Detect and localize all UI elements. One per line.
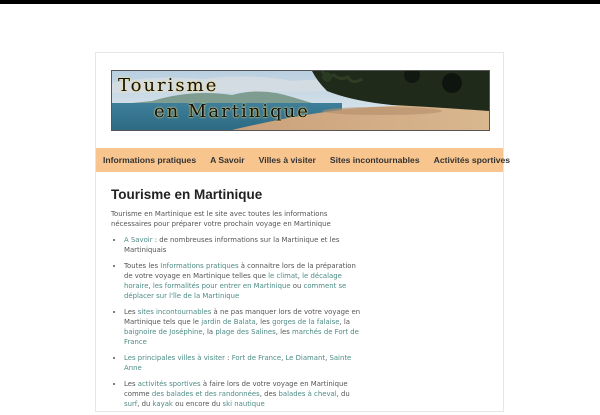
list-text: : <box>224 354 232 362</box>
list-text: à connaitre lors de la préparation de votre voyage en Martinique telles que <box>124 262 356 280</box>
nav-informations-pratiques[interactable]: Informations pratiques <box>103 155 197 165</box>
site-banner[interactable] <box>111 70 490 131</box>
nav-villes-a-visiter[interactable]: Villes à visiter <box>258 155 316 165</box>
main-content <box>111 187 361 415</box>
link-climat[interactable]: le climat <box>268 272 298 280</box>
list-item <box>124 307 361 347</box>
link-ski-nautique[interactable]: ski nautique <box>222 400 265 408</box>
link-se-deplacer[interactable]: comment se déplacer sur l'île de la Martinique <box>124 282 347 300</box>
list-text: Les <box>124 380 138 388</box>
nav-a-savoir[interactable]: A Savoir <box>210 155 245 165</box>
link-informations-pratiques[interactable]: Informations pratiques <box>160 262 239 270</box>
link-balades-randonnees[interactable]: des balades et des randonnées <box>151 390 260 398</box>
page-title: Tourisme en Martinique <box>111 187 263 202</box>
list-text: Les <box>124 308 138 316</box>
link-plage-salines[interactable]: plage des Salines <box>215 328 276 336</box>
link-activites-sportives[interactable]: activités sportives <box>137 380 201 388</box>
list-text: ou <box>290 282 304 290</box>
page-container <box>95 52 511 412</box>
list-text: , les <box>275 328 293 336</box>
list-text: : de nombreuses informations sur la Martinique et les Martiniquais <box>124 236 340 254</box>
list-text: , du <box>336 390 350 398</box>
top-bar <box>0 0 600 4</box>
main-nav <box>96 148 511 172</box>
list-text: , <box>281 354 286 362</box>
nav-activites-sportives[interactable]: Activités sportives <box>433 155 511 165</box>
link-le-diamant[interactable]: Le Diamant <box>285 354 326 362</box>
link-decalage-horaire[interactable]: le décalage horaire <box>124 272 342 290</box>
link-jardin-balata[interactable]: jardin de Balata <box>201 318 256 326</box>
list-item <box>124 235 361 255</box>
link-gorges-falaise[interactable]: gorges de la falaise <box>272 318 340 326</box>
link-formalites[interactable]: les formalités pour entrer en Martinique <box>152 282 291 290</box>
list-text: Toutes les <box>124 262 161 270</box>
link-villes-a-visiter[interactable]: Les principales villes à visiter <box>124 354 225 362</box>
link-surf[interactable]: surf <box>124 400 138 408</box>
link-kayak[interactable]: kayak <box>152 400 173 408</box>
link-sainte-anne[interactable]: Sainte Anne <box>124 354 352 372</box>
list-text: , des <box>259 390 279 398</box>
link-fort-de-france[interactable]: Fort de France <box>231 354 282 362</box>
topic-list <box>111 235 361 409</box>
list-text: , la <box>202 328 216 336</box>
list-text: , <box>148 282 153 290</box>
banner-title-line1: Tourisme <box>118 75 219 96</box>
link-balades-cheval[interactable]: balades à cheval <box>278 390 337 398</box>
list-item <box>124 379 361 409</box>
link-a-savoir[interactable]: A Savoir <box>124 236 153 244</box>
link-baignoire-josephine[interactable]: baignoire de Joséphine <box>124 328 203 336</box>
list-text: ou encore du <box>172 400 223 408</box>
banner-title-line2: en Martinique <box>154 101 310 122</box>
nav-sites-incontournables[interactable]: Sites incontournables <box>329 155 420 165</box>
intro-text: Tourisme en Martinique est le site avec toutes les informations nécessaires pour préparer votre prochain voyage en Martinique <box>111 210 331 228</box>
list-text: , la <box>339 318 350 326</box>
list-text: à ne pas manquer lors de votre voyage en Martinique tels que le <box>124 308 361 326</box>
list-text: , <box>325 354 330 362</box>
list-item <box>124 261 361 301</box>
link-sites-incontournables[interactable]: sites incontournables <box>137 308 212 316</box>
list-text: , <box>297 272 303 280</box>
list-text: , du <box>137 400 153 408</box>
link-marches-fort-de-france[interactable]: marchés de Fort de France <box>124 328 359 346</box>
list-text: à faire lors de votre voyage en Martinique comme <box>124 380 348 398</box>
list-item <box>124 353 361 373</box>
list-text: , les <box>255 318 273 326</box>
